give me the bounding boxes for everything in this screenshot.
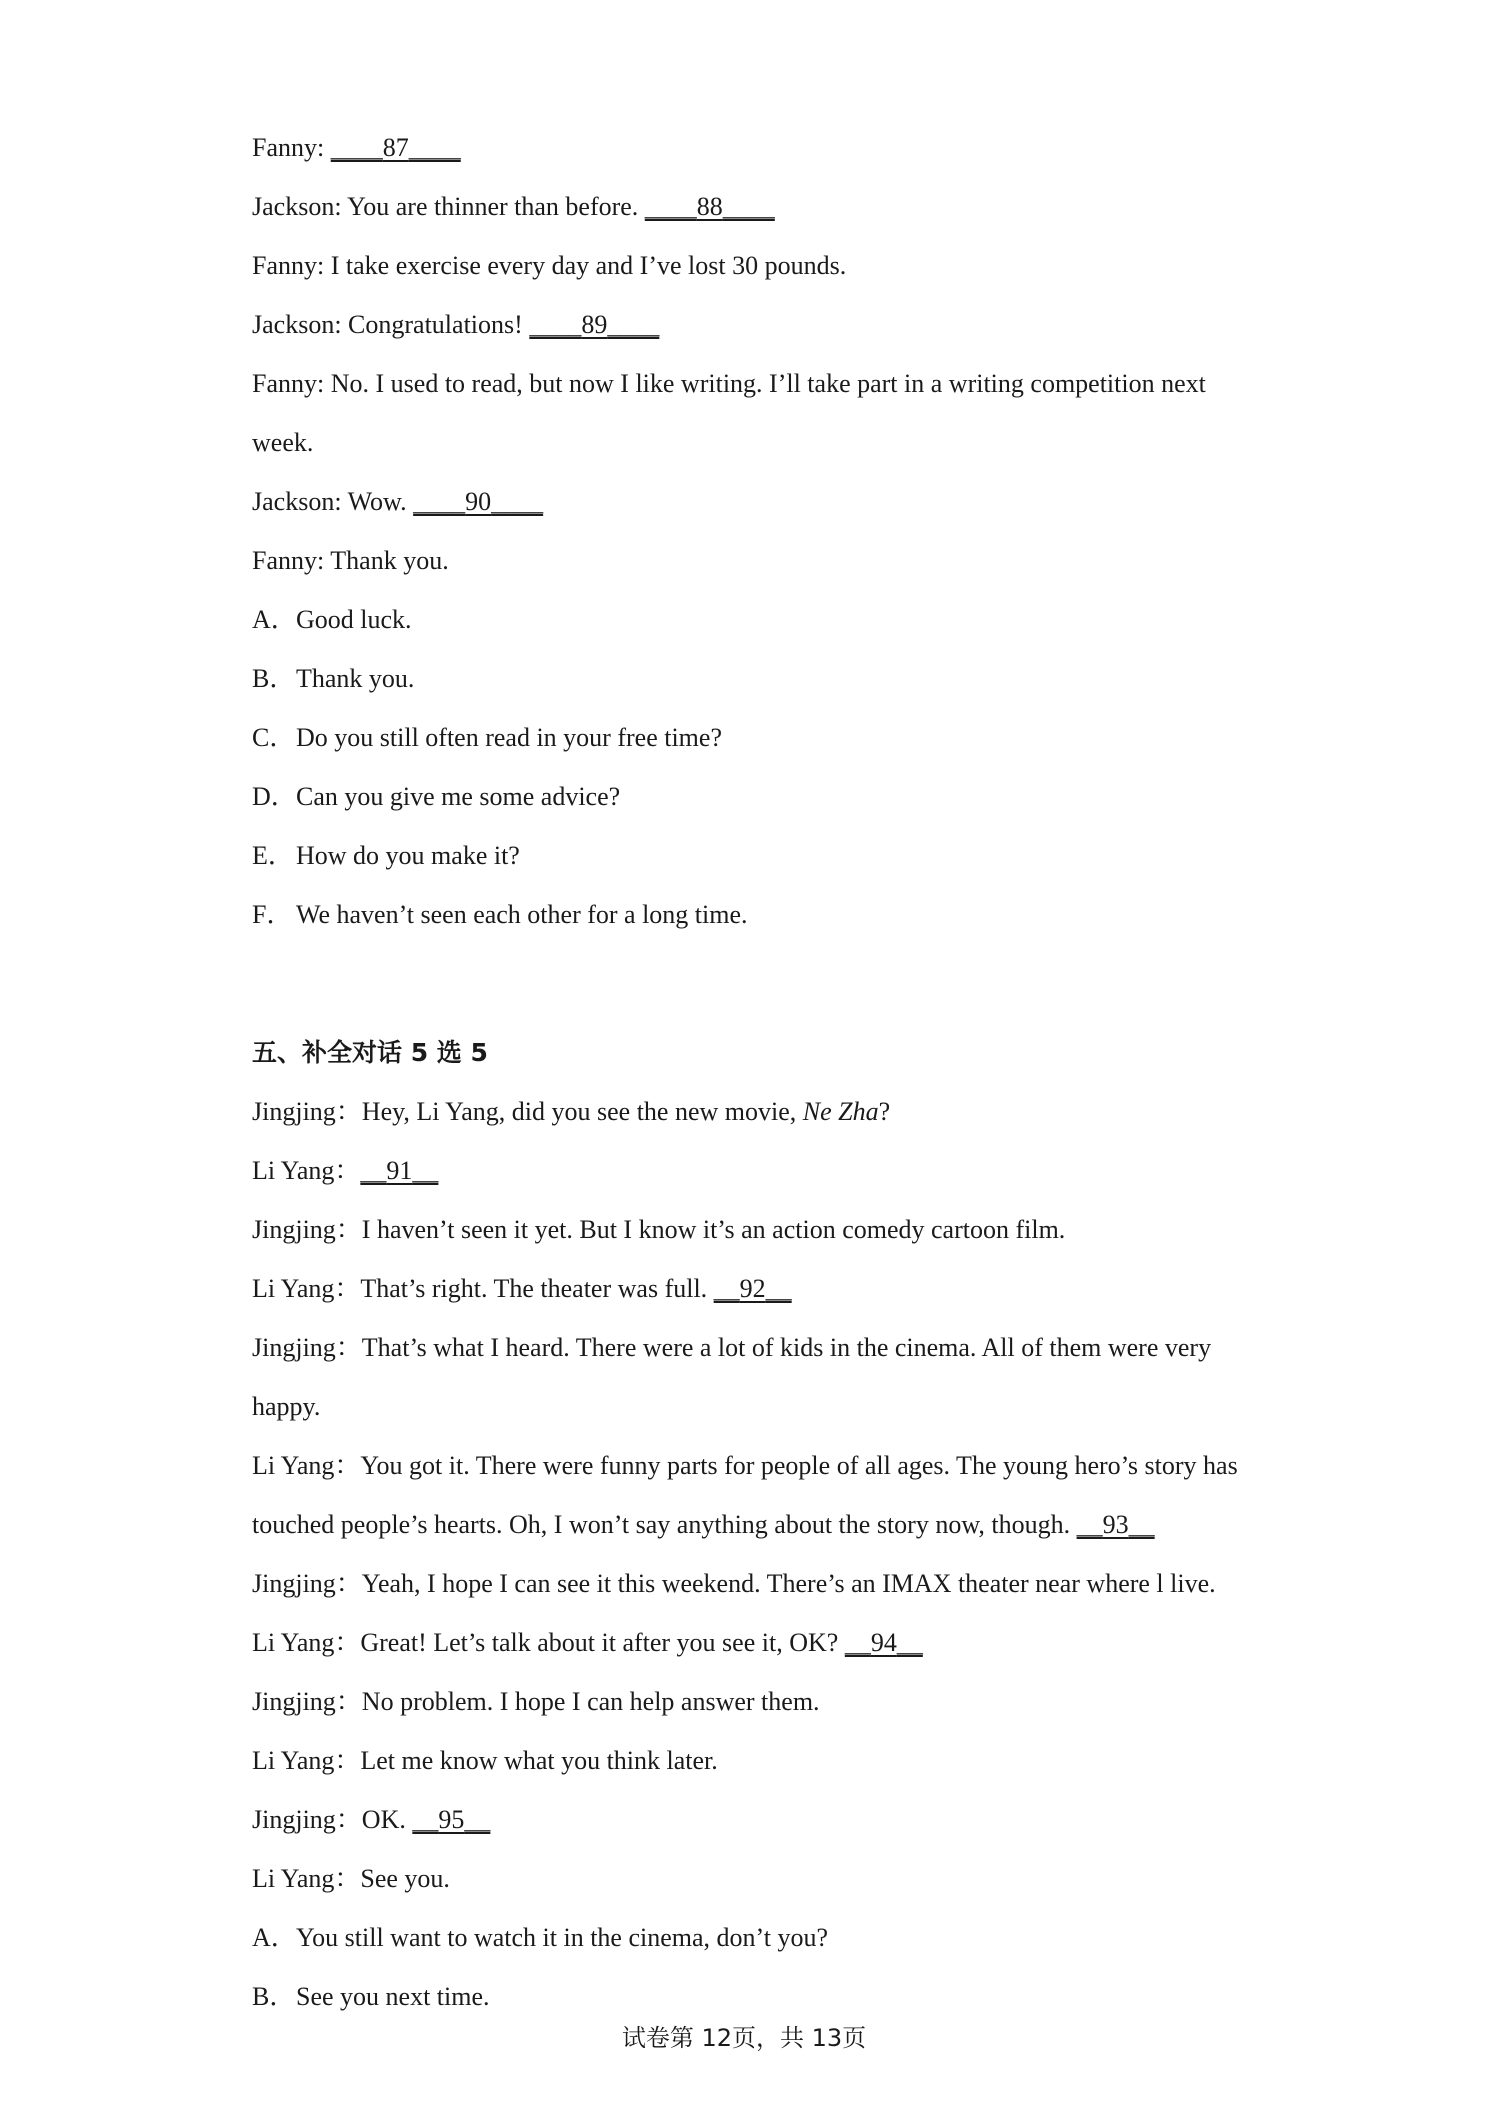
dialogue-text: I haven’t seen it yet. But I know it’s an action comedy cartoon film. (361, 1215, 1066, 1244)
dialogue-line-7 (252, 472, 1262, 531)
dialogue-text: No problem. I hope I can help answer them. (361, 1687, 820, 1716)
speaker: Jingjing： (252, 1215, 362, 1244)
option-text: We haven’t seen each other for a long time. (296, 900, 748, 929)
option-text: How do you make it? (296, 841, 520, 870)
speaker: Jingjing： (252, 1687, 362, 1716)
option-text: Good luck. (296, 605, 412, 634)
dialogue-text: OK. (361, 1805, 413, 1834)
speaker: Jingjing： (252, 1805, 362, 1834)
option-a (252, 590, 1262, 649)
exam-page (252, 118, 1262, 2026)
dialogue-line (252, 1495, 1262, 1554)
dialogue-line-6 (252, 413, 1262, 472)
speaker: Jackson: (252, 487, 348, 516)
movie-title: Ne Zha (802, 1097, 879, 1126)
dialogue-line (252, 1554, 1262, 1613)
option-letter: F． (252, 900, 293, 929)
dialogue-line-3 (252, 236, 1262, 295)
dialogue-line (252, 1849, 1262, 1908)
dialogue-text: Congratulations! (348, 310, 530, 339)
dialogue-line (252, 1141, 1262, 1200)
answer-blank-90: ____90____ (413, 487, 544, 516)
dialogue-text: week. (252, 428, 314, 457)
dialogue-line (252, 1259, 1262, 1318)
speaker: Fanny: (252, 546, 331, 575)
dialogue-line (252, 1377, 1262, 1436)
dialogue-line-5 (252, 354, 1262, 413)
speaker: Jingjing： (252, 1333, 362, 1362)
dialogue-line (252, 1436, 1262, 1495)
option-f (252, 885, 1262, 944)
dialogue-text: Let me know what you think later. (360, 1746, 718, 1775)
option-letter: E． (252, 841, 294, 870)
answer-blank-92: __92__ (713, 1274, 792, 1303)
dialogue-text: You got it. There were funny parts for people of all ages. The young hero’s story has (360, 1451, 1238, 1480)
dialogue-text: Great! Let’s talk about it after you see it, OK? (360, 1628, 845, 1657)
answer-blank-93: __93__ (1076, 1510, 1155, 1539)
option-letter: A． (252, 605, 297, 634)
dialogue-text: Yeah, I hope I can see it this weekend. There’s an IMAX theater near where l live. (361, 1569, 1216, 1598)
option-letter: C． (252, 723, 296, 752)
dialogue-text: No. I used to read, but now I like writing. I’ll take part in a writing competition next (330, 369, 1206, 398)
option-letter: D． (252, 782, 297, 811)
dialogue-text: ? (878, 1097, 891, 1126)
speaker: Jackson: (252, 310, 349, 339)
speaker: Fanny: (252, 369, 331, 398)
speaker: Jingjing： (252, 1097, 362, 1126)
speaker: Li Yang： (252, 1746, 361, 1775)
dialogue-text: You are thinner than before. (347, 192, 645, 221)
option-text: Thank you. (296, 664, 415, 693)
dialogue-text: touched people’s hearts. Oh, I won’t say anything about the story now, though. (252, 1510, 1077, 1539)
speaker: Li Yang： (252, 1156, 361, 1185)
speaker: Li Yang： (252, 1451, 361, 1480)
speaker: Li Yang： (252, 1628, 361, 1657)
dialogue-text: That’s right. The theater was full. (360, 1274, 714, 1303)
option-c (252, 708, 1262, 767)
answer-blank-91: __91__ (360, 1156, 439, 1185)
answer-blank-95: __95__ (412, 1805, 491, 1834)
option-text: Can you give me some advice? (296, 782, 621, 811)
dialogue-text: See you. (360, 1864, 450, 1893)
dialogue-line (252, 1672, 1262, 1731)
option-text: Do you still often read in your free time? (296, 723, 722, 752)
dialogue-line (252, 1731, 1262, 1790)
option-e (252, 826, 1262, 885)
dialogue-line-1 (252, 118, 1262, 177)
dialogue-line (252, 1613, 1262, 1672)
speaker: Jackson: (252, 192, 348, 221)
answer-blank-87: ____87____ (330, 133, 461, 162)
dialogue-line (252, 1790, 1262, 1849)
option-d (252, 767, 1262, 826)
answer-blank-88: ____88____ (644, 192, 775, 221)
dialogue-line (252, 1200, 1262, 1259)
page-footer: 试卷第 12页，共 13页 (621, 2024, 867, 2052)
option-letter: A． (252, 1923, 297, 1952)
dialogue-line-4 (252, 295, 1262, 354)
section-title: 五、补全对话 5 选 5 (252, 1038, 488, 1067)
speaker: Li Yang： (252, 1274, 361, 1303)
dialogue-text: Thank you. (330, 546, 449, 575)
speaker: Jingjing： (252, 1569, 362, 1598)
option-a (252, 1908, 1262, 1967)
dialogue-text: happy. (252, 1392, 321, 1421)
dialogue-line (252, 1318, 1262, 1377)
dialogue-text: I take exercise every day and I’ve lost 30 pounds. (330, 251, 847, 280)
dialogue-line-8 (252, 531, 1262, 590)
option-letter: B． (252, 1982, 296, 2011)
option-letter: B． (252, 664, 296, 693)
dialogue-text: Hey, Li Yang, did you see the new movie, (361, 1097, 803, 1126)
speaker: Fanny: (252, 251, 331, 280)
dialogue-line (252, 1082, 1262, 1141)
dialogue-line-2 (252, 177, 1262, 236)
speaker: Fanny: (252, 133, 331, 162)
answer-blank-94: __94__ (844, 1628, 923, 1657)
dialogue-text: Wow. (347, 487, 414, 516)
answer-blank-89: ____89____ (529, 310, 660, 339)
option-text: See you next time. (296, 1982, 490, 2011)
option-b (252, 649, 1262, 708)
option-text: You still want to watch it in the cinema, don’t you? (296, 1923, 828, 1952)
speaker: Li Yang： (252, 1864, 361, 1893)
dialogue-text: That’s what I heard. There were a lot of kids in the cinema. All of them were very (361, 1333, 1212, 1362)
